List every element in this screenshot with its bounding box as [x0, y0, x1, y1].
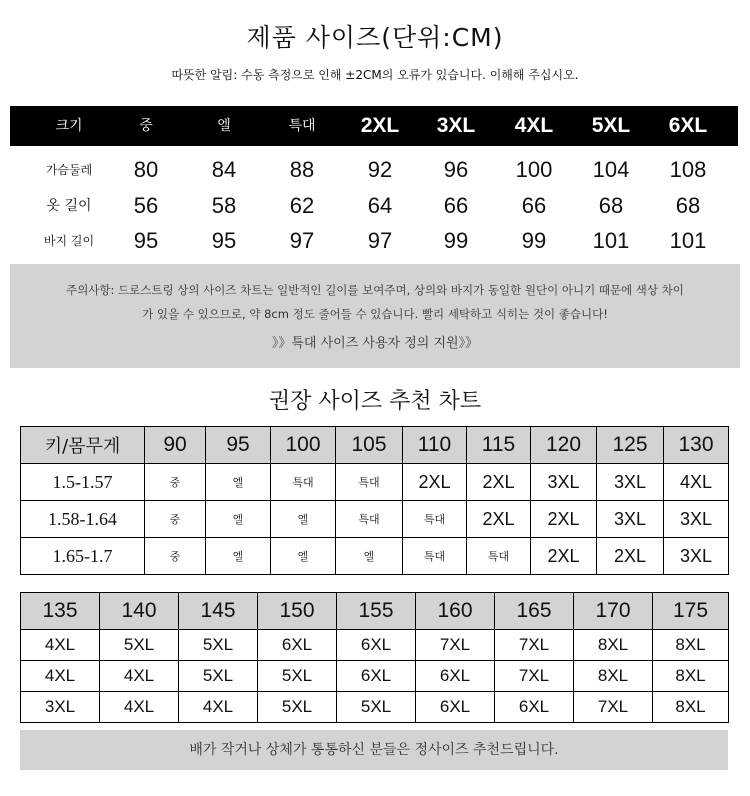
size-cell: 7XL — [416, 630, 495, 661]
weight-header-cell: 130 — [664, 427, 729, 464]
weight-header-cell: 95 — [206, 427, 271, 464]
size-cell: 3XL — [21, 692, 100, 723]
measure-value: 56 — [133, 193, 159, 218]
size-cell: 4XL — [100, 661, 179, 692]
weight-header-cell: 135 — [21, 593, 100, 630]
size-cell: 특대 — [403, 501, 467, 538]
size-header-cell: 4XL — [514, 114, 554, 137]
size-cell: 7XL — [495, 630, 574, 661]
size-cell: 중 — [145, 538, 206, 575]
size-cell: 4XL — [664, 464, 729, 501]
size-cell: 엘 — [336, 538, 403, 575]
measure-value: 68 — [598, 193, 624, 218]
size-cell: 8XL — [574, 661, 653, 692]
recommend-title: 권장 사이즈 추천 차트 — [268, 389, 482, 414]
weight-header-cell: 105 — [336, 427, 403, 464]
measure-value: 100 — [515, 157, 553, 182]
measure-value: 84 — [211, 157, 237, 182]
height-range-cell: 1.5-1.57 — [21, 464, 145, 501]
size-cell: 6XL — [337, 630, 416, 661]
size-cell: 5XL — [179, 630, 258, 661]
weight-header-cell: 175 — [653, 593, 729, 630]
page-title: 제품 사이즈(단위:CM) — [246, 23, 504, 52]
size-cell: 2XL — [531, 538, 597, 575]
size-cell: 4XL — [179, 692, 258, 723]
size-cell: 5XL — [337, 692, 416, 723]
size-header-cell: 엘 — [217, 118, 231, 134]
measure-value: 108 — [669, 157, 707, 182]
measure-value: 58 — [211, 193, 237, 218]
measure-value: 101 — [669, 228, 707, 253]
size-cell: 2XL — [597, 538, 664, 575]
measure-row — [10, 189, 738, 223]
measure-value: 97 — [289, 228, 315, 253]
size-cell: 5XL — [258, 661, 337, 692]
measure-row-label: 옷 길이 — [46, 198, 92, 214]
size-cell: 8XL — [653, 661, 729, 692]
size-header-cell: 5XL — [591, 114, 631, 137]
weight-header-cell: 125 — [597, 427, 664, 464]
measure-value: 99 — [521, 228, 547, 253]
size-cell: 엘 — [271, 538, 336, 575]
size-cell: 6XL — [495, 692, 574, 723]
recommend-table-2 — [20, 592, 729, 723]
weight-header-cell: 155 — [337, 593, 416, 630]
size-cell: 3XL — [664, 538, 729, 575]
size-cell: 8XL — [574, 630, 653, 661]
size-cell: 특대 — [467, 538, 531, 575]
recommend-table-1 — [20, 426, 729, 575]
size-header-cell: 6XL — [668, 114, 708, 137]
weight-header-cell: 120 — [531, 427, 597, 464]
size-cell: 6XL — [416, 692, 495, 723]
measure-value: 66 — [443, 193, 469, 218]
size-cell: 3XL — [597, 501, 664, 538]
weight-header-cell: 115 — [467, 427, 531, 464]
measure-row — [10, 224, 738, 258]
size-cell: 6XL — [258, 630, 337, 661]
table-row — [21, 692, 729, 723]
size-header-cell: 특대 — [288, 118, 316, 134]
size-cell: 8XL — [653, 692, 729, 723]
measurement-notice: 따뜻한 알림: 수동 측정으로 인해 ±2CM의 오류가 있습니다. 이해해 주십시오. — [171, 68, 579, 82]
table-row — [21, 538, 729, 575]
height-range-cell: 1.65-1.7 — [21, 538, 145, 575]
weight-header-cell: 150 — [258, 593, 337, 630]
measure-value: 101 — [592, 228, 630, 253]
size-cell: 특대 — [336, 464, 403, 501]
measure-value: 95 — [211, 228, 237, 253]
measure-value: 64 — [367, 193, 393, 218]
table-row — [21, 630, 729, 661]
size-cell: 엘 — [271, 501, 336, 538]
size-cell: 2XL — [403, 464, 467, 501]
weight-header-cell: 90 — [145, 427, 206, 464]
size-cell: 엘 — [206, 538, 271, 575]
weight-header-cell: 145 — [179, 593, 258, 630]
size-cell: 3XL — [664, 501, 729, 538]
measure-value: 97 — [367, 228, 393, 253]
size-header-cell: 3XL — [436, 114, 476, 137]
weight-header-cell: 100 — [271, 427, 336, 464]
table-row — [21, 501, 729, 538]
measure-value: 99 — [443, 228, 469, 253]
measure-row-label: 바지 길이 — [43, 234, 95, 248]
size-cell: 2XL — [531, 501, 597, 538]
size-cell: 7XL — [574, 692, 653, 723]
size-cell: 7XL — [495, 661, 574, 692]
size-cell: 6XL — [416, 661, 495, 692]
size-cell: 4XL — [21, 661, 100, 692]
caution-line: 가 있을 수 있으므로, 약 8cm 정도 줄어들 수 있습니다. 빨리 세탁하고 식히는 것이 좋습니다! — [142, 307, 608, 321]
weight-header-cell: 165 — [495, 593, 574, 630]
weight-header-cell: 110 — [403, 427, 467, 464]
size-cell: 2XL — [467, 501, 531, 538]
weight-header-cell: 160 — [416, 593, 495, 630]
height-weight-header: 키/몸무게 — [21, 427, 145, 464]
measure-value: 66 — [521, 193, 547, 218]
measure-value: 62 — [289, 193, 315, 218]
size-cell: 중 — [145, 464, 206, 501]
table-row — [21, 464, 729, 501]
recommend-header-row — [21, 427, 729, 464]
size-header-cell: 중 — [139, 118, 153, 134]
fit-recommendation-note: 배가 작거나 상체가 통통하신 분들은 정사이즈 추천드립니다. — [20, 730, 728, 770]
measure-value: 104 — [592, 157, 630, 182]
size-cell: 특대 — [271, 464, 336, 501]
size-cell: 3XL — [531, 464, 597, 501]
size-cell: 4XL — [21, 630, 100, 661]
measure-value: 88 — [289, 157, 315, 182]
size-header-label: 크기 — [55, 118, 83, 134]
measure-value: 95 — [133, 228, 159, 253]
height-range-cell: 1.58-1.64 — [21, 501, 145, 538]
size-cell: 5XL — [100, 630, 179, 661]
size-cell: 3XL — [597, 464, 664, 501]
size-cell: 중 — [145, 501, 206, 538]
measure-value: 68 — [675, 193, 701, 218]
size-cell: 8XL — [653, 630, 729, 661]
caution-line: 주의사항: 드로스트링 상의 사이즈 차트는 일반적인 길이를 보여주며, 상의와 바지가 동일한 원단이 아니기 때문에 색상 차이 — [66, 283, 684, 297]
size-cell: 엘 — [206, 464, 271, 501]
size-cell: 특대 — [403, 538, 467, 575]
size-header-cell: 2XL — [360, 114, 400, 137]
measure-value: 96 — [443, 157, 469, 182]
custom-size-note: 》》특대 사이즈 사용자 정의 지원》》 — [271, 336, 479, 351]
size-cell: 특대 — [336, 501, 403, 538]
measure-row-label: 가슴둘레 — [45, 163, 93, 177]
recommend-header-row — [21, 593, 729, 630]
weight-header-cell: 140 — [100, 593, 179, 630]
size-header-bar — [10, 106, 738, 146]
caution-box — [10, 264, 740, 368]
size-cell: 5XL — [179, 661, 258, 692]
size-cell: 2XL — [467, 464, 531, 501]
size-cell: 엘 — [206, 501, 271, 538]
size-cell: 5XL — [258, 692, 337, 723]
table-row — [21, 661, 729, 692]
size-cell: 6XL — [337, 661, 416, 692]
size-cell: 4XL — [100, 692, 179, 723]
measure-row — [10, 153, 738, 187]
measure-value: 80 — [133, 157, 159, 182]
measure-value: 92 — [367, 157, 393, 182]
weight-header-cell: 170 — [574, 593, 653, 630]
